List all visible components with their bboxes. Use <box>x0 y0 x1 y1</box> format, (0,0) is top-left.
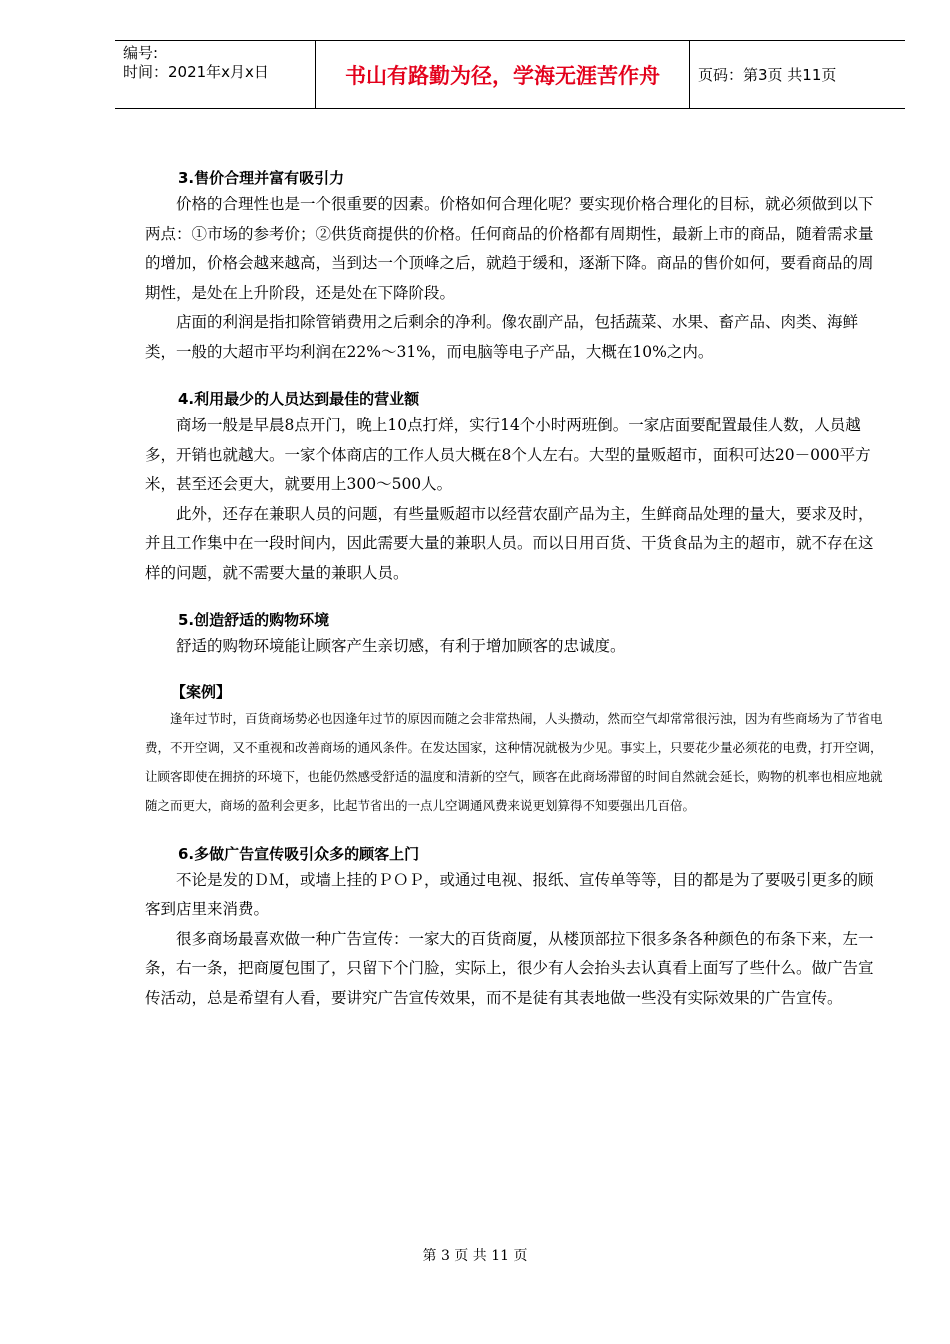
section-title: 5.创造舒适的购物环境 <box>178 611 330 629</box>
paragraph: 商场一般是早晨8点开门，晚上10点打烊，实行14个小时两班倒。一家店面要配置最佳人数，人员越多，开销也就越大。一家个体商店的工作人员大概在8个人左右。大型的量贩超市，面积可达20－000平方米，甚至还会更大，就要用上300～500人。 <box>145 416 871 493</box>
section-title: 4.利用最少的人员达到最佳的营业额 <box>178 390 420 408</box>
doc-time-label: 时间：2021年x月x日 <box>123 63 269 81</box>
paragraph: 舒适的购物环境能让顾客产生亲切感，有利于增加顾客的忠诚度。 <box>176 637 626 655</box>
case-title: 【案例】 <box>171 682 232 701</box>
paragraph: 很多商场最喜欢做一种广告宣传：一家大的百货商厦，从楼顶部拉下很多条各种颜色的布条下来，左一条，右一条，把商厦包围了，只留下个门脸，实际上，很少有人会抬头去认真看上面写了些什么。做广告宣传活动，总是希望有人看，要讲究广告宣传效果，而不是徒有其表地做一些没有实际效果的广告宣传。 <box>145 929 874 1007</box>
case-body: 逢年过节时，百货商场势必也因逢年过节的原因而随之会非常热闹，人头攒动，然而空气却常常很污浊，因为有些商场为了节省电费，不开空调，又不重视和改善商场的通风条件。在发达国家，这种情况就极为少见。事实上，只要花少量必须花的电费，打开空调，让顾客即使在拥挤的环境下，也能仍然感受舒适的温度和清新的空气，顾客在此商场滞留的时间自然就会延长，购物的机率也相应地就随之而更大，商场的盈利会更多，比起节省出的一点儿空调通风费来说更划算得不知要强出几百倍。 <box>145 710 883 813</box>
paragraph: 价格的合理性也是一个很重要的因素。价格如何合理化呢？要实现价格合理化的目标，就必须做到以下两点：①市场的参考价；②供货商提供的价格。任何商品的价格都有周期性，最新上市的商品，随着需求量的增加，价格会越来越高，当到达一个顶峰之后，就趋于缓和，逐渐下降。商品的售价如何，要看商品的周期性，是处在上升阶段，还是处在下降阶段。 <box>145 195 874 302</box>
header-motto-cell <box>315 41 690 108</box>
paragraph: 不论是发的ＤＭ，或墙上挂的ＰＯＰ，或通过电视、报纸、宣传单等等，目的都是为了要吸引更多的顾客到店里来消费。 <box>145 870 874 918</box>
header-info-cell <box>115 41 315 108</box>
doc-code-label: 编号: <box>123 44 159 62</box>
paragraph: 店面的利润是指扣除管销费用之后剩余的净利。像农副产品，包括蔬菜、水果、畜产品、肉类、海鲜类，一般的大超市平均利润在22%～31%，而电脑等电子产品，大概在10%之内。 <box>145 313 859 361</box>
header-page-number: 页码：第3页 共11页 <box>698 66 837 84</box>
page-footer: 第 3 页 共 11 页 <box>422 1248 528 1264</box>
header-motto: 书山有路勤为径，学海无涯苦作舟 <box>345 64 660 88</box>
document-body <box>145 160 885 1013</box>
section-title: 3.售价合理并富有吸引力 <box>178 169 345 187</box>
section-title: 6.多做广告宣传吸引众多的顾客上门 <box>178 844 420 863</box>
paragraph: 此外，还存在兼职人员的问题，有些量贩超市以经营农副产品为主，生鲜商品处理的量大，要求及时，并且工作集中在一段时间内，因此需要大量的兼职人员。而以日用百货、干货食品为主的超市，就不存在这样的问题，就不需要大量的兼职人员。 <box>145 504 874 582</box>
header-page-cell <box>690 41 905 108</box>
page-header <box>115 40 905 109</box>
